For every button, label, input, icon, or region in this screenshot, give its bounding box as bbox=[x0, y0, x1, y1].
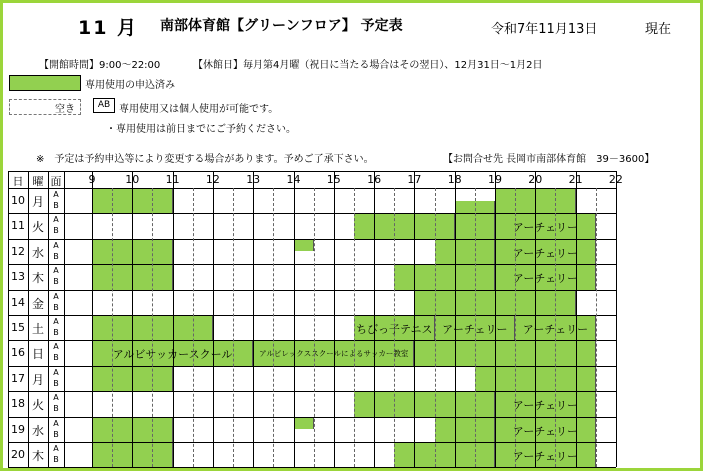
booking-label: アーチェリー bbox=[512, 424, 579, 438]
booking-block bbox=[394, 264, 495, 289]
side-label: A bbox=[53, 190, 59, 199]
hour-header: 12 bbox=[205, 173, 220, 186]
side-label: A bbox=[53, 317, 59, 326]
hour-header: 11 bbox=[165, 173, 180, 186]
day-number: 18 bbox=[11, 397, 25, 411]
side-label: B bbox=[53, 404, 59, 414]
hour-header: 15 bbox=[326, 173, 341, 186]
hour-line bbox=[535, 171, 536, 467]
day-number: 12 bbox=[11, 244, 25, 258]
booking-label: アーチェリー bbox=[512, 246, 579, 260]
side-label: A bbox=[53, 266, 59, 276]
side-label: A bbox=[53, 418, 59, 428]
day-of-week: 火 bbox=[31, 220, 44, 235]
day-of-week: 火 bbox=[31, 398, 44, 413]
hour-header: 16 bbox=[367, 173, 382, 186]
closed-days: 【休館日】毎月第4月曜（祝日に当たる場合はその翌日）、12月31日～1月2日 bbox=[193, 60, 543, 71]
booking-block bbox=[294, 417, 314, 430]
side-label: A bbox=[53, 215, 59, 225]
side-label: B bbox=[53, 429, 59, 439]
half-hour-line bbox=[152, 188, 153, 467]
booking-block bbox=[394, 442, 495, 467]
side-label: A bbox=[53, 291, 59, 301]
half-hour-line bbox=[112, 188, 113, 467]
row-divider bbox=[8, 391, 616, 392]
opening-hours: 【開館時間】9:00～22:00 bbox=[39, 60, 161, 71]
side-label: B bbox=[53, 378, 59, 388]
hour-header: 9 bbox=[88, 173, 96, 186]
table-top-border bbox=[8, 171, 616, 172]
side-label: B bbox=[53, 201, 59, 210]
half-hour-line bbox=[314, 188, 315, 467]
booking-block bbox=[435, 417, 495, 442]
booking-block bbox=[354, 391, 495, 416]
half-hour-line bbox=[273, 188, 274, 467]
booking-block bbox=[354, 213, 455, 238]
day-of-week: 水 bbox=[31, 245, 44, 260]
legend-empty-label: 空き bbox=[55, 104, 75, 115]
side-label: B bbox=[53, 302, 59, 312]
row-divider bbox=[8, 290, 616, 291]
half-hour-line bbox=[354, 188, 355, 467]
side-label: A bbox=[53, 393, 59, 403]
day-number: 17 bbox=[11, 371, 25, 385]
booking-label: アーチェリー bbox=[442, 323, 508, 336]
half-hour-line bbox=[555, 188, 556, 467]
hour-line bbox=[576, 171, 577, 467]
col-header-side: 面 bbox=[50, 175, 62, 188]
half-hour-line bbox=[233, 188, 234, 467]
row-divider bbox=[8, 467, 616, 468]
row-divider bbox=[8, 315, 616, 316]
col-divider bbox=[64, 171, 65, 467]
day-number: 14 bbox=[11, 295, 25, 309]
day-number: 13 bbox=[11, 270, 25, 284]
col-divider bbox=[48, 171, 49, 467]
booking-label: ちびっ子テニス bbox=[355, 323, 433, 336]
half-hour-line bbox=[596, 188, 597, 467]
booking-label: アーチェリー bbox=[512, 221, 579, 235]
day-number: 16 bbox=[11, 346, 25, 360]
as-of-date: 令和7年11月13日 bbox=[491, 22, 598, 37]
hour-line bbox=[455, 171, 456, 467]
half-hour-line bbox=[475, 188, 476, 467]
hour-header: 18 bbox=[447, 173, 462, 186]
booking-label: アーチェリー bbox=[522, 323, 589, 336]
hour-line bbox=[92, 171, 93, 467]
hour-line bbox=[294, 171, 295, 467]
hour-line bbox=[374, 171, 375, 467]
booking-block bbox=[294, 239, 314, 252]
row-divider bbox=[8, 366, 616, 367]
row-divider bbox=[8, 417, 616, 418]
row-divider bbox=[8, 340, 616, 341]
hour-header: 20 bbox=[528, 173, 543, 186]
col-header-dow: 曜 bbox=[32, 175, 44, 188]
day-of-week: 木 bbox=[31, 271, 44, 286]
half-hour-line bbox=[435, 188, 436, 467]
row-divider bbox=[8, 188, 616, 189]
hour-line bbox=[616, 171, 617, 467]
hour-line bbox=[173, 171, 174, 467]
day-of-week: 金 bbox=[31, 296, 44, 311]
half-hour-line bbox=[394, 188, 395, 467]
col-header-day: 日 bbox=[12, 175, 24, 188]
side-label: B bbox=[53, 277, 59, 287]
hour-line bbox=[495, 171, 496, 467]
day-of-week: 月 bbox=[31, 372, 44, 387]
day-number: 19 bbox=[11, 422, 25, 436]
day-of-week: 木 bbox=[31, 449, 44, 463]
side-label: A bbox=[53, 367, 59, 377]
side-label: B bbox=[53, 455, 59, 464]
side-label: B bbox=[53, 328, 59, 337]
booking-label: アーチェリー bbox=[512, 399, 579, 413]
hour-line bbox=[414, 171, 415, 467]
day-of-week: 月 bbox=[31, 195, 44, 209]
contact-info: 【お問合せ先 長岡市南部体育館 39－3600】 bbox=[443, 154, 655, 165]
day-number: 11 bbox=[11, 219, 25, 233]
hour-line bbox=[253, 171, 254, 467]
hour-header: 13 bbox=[246, 173, 261, 186]
venue-title: 南部体育館【グリーンフロア】 予定表 bbox=[160, 18, 403, 34]
booking-label: アルビサッカースクール bbox=[112, 348, 233, 362]
hour-line bbox=[132, 171, 133, 467]
legend-ab-label: 専用使用又は個人使用が可能です。 bbox=[119, 104, 279, 115]
day-of-week: 日 bbox=[31, 347, 44, 362]
half-hour-line bbox=[515, 188, 516, 467]
day-number: 20 bbox=[11, 448, 25, 461]
half-hour-line bbox=[193, 188, 194, 467]
row-divider bbox=[8, 442, 616, 443]
side-label: A bbox=[53, 342, 59, 352]
as-of-label: 現在 bbox=[645, 22, 672, 37]
month-title: 11 月 bbox=[78, 17, 139, 39]
side-label: B bbox=[53, 226, 59, 236]
side-label: A bbox=[53, 444, 59, 453]
reserve-note: ・専用使用は前日までにご予約ください。 bbox=[106, 124, 296, 135]
hour-header: 10 bbox=[125, 173, 140, 186]
day-number: 15 bbox=[11, 321, 25, 334]
hour-header: 19 bbox=[488, 173, 502, 186]
side-label: A bbox=[53, 240, 59, 250]
hour-header: 14 bbox=[286, 173, 301, 186]
legend-ab-box: AB bbox=[93, 98, 115, 113]
side-label: B bbox=[53, 353, 59, 363]
day-of-week: 土 bbox=[31, 322, 44, 336]
booking-label: アーチェリー bbox=[512, 450, 579, 463]
booking-label: アルビレックススクールによるサッカー教室 bbox=[259, 349, 409, 359]
booking-label: アーチェリー bbox=[512, 272, 579, 286]
row-divider bbox=[8, 239, 616, 240]
day-number: 10 bbox=[11, 194, 25, 207]
booking-block bbox=[414, 340, 595, 365]
row-divider bbox=[8, 264, 616, 265]
hour-line bbox=[334, 171, 335, 467]
row-divider bbox=[8, 213, 616, 214]
change-note: ※ 予定は予約申込等により変更する場合があります。予めご了承下さい。 bbox=[36, 154, 374, 165]
schedule-table bbox=[8, 171, 638, 471]
side-label: B bbox=[53, 251, 59, 261]
legend-booked-label: 専用使用の申込済み bbox=[85, 80, 175, 91]
booking-block bbox=[435, 239, 495, 264]
legend-booked-swatch bbox=[9, 75, 81, 91]
hour-line bbox=[213, 171, 214, 467]
hour-header: 17 bbox=[407, 173, 422, 186]
hour-header: 22 bbox=[608, 173, 623, 186]
day-of-week: 水 bbox=[31, 423, 44, 438]
hour-header: 21 bbox=[568, 173, 583, 186]
